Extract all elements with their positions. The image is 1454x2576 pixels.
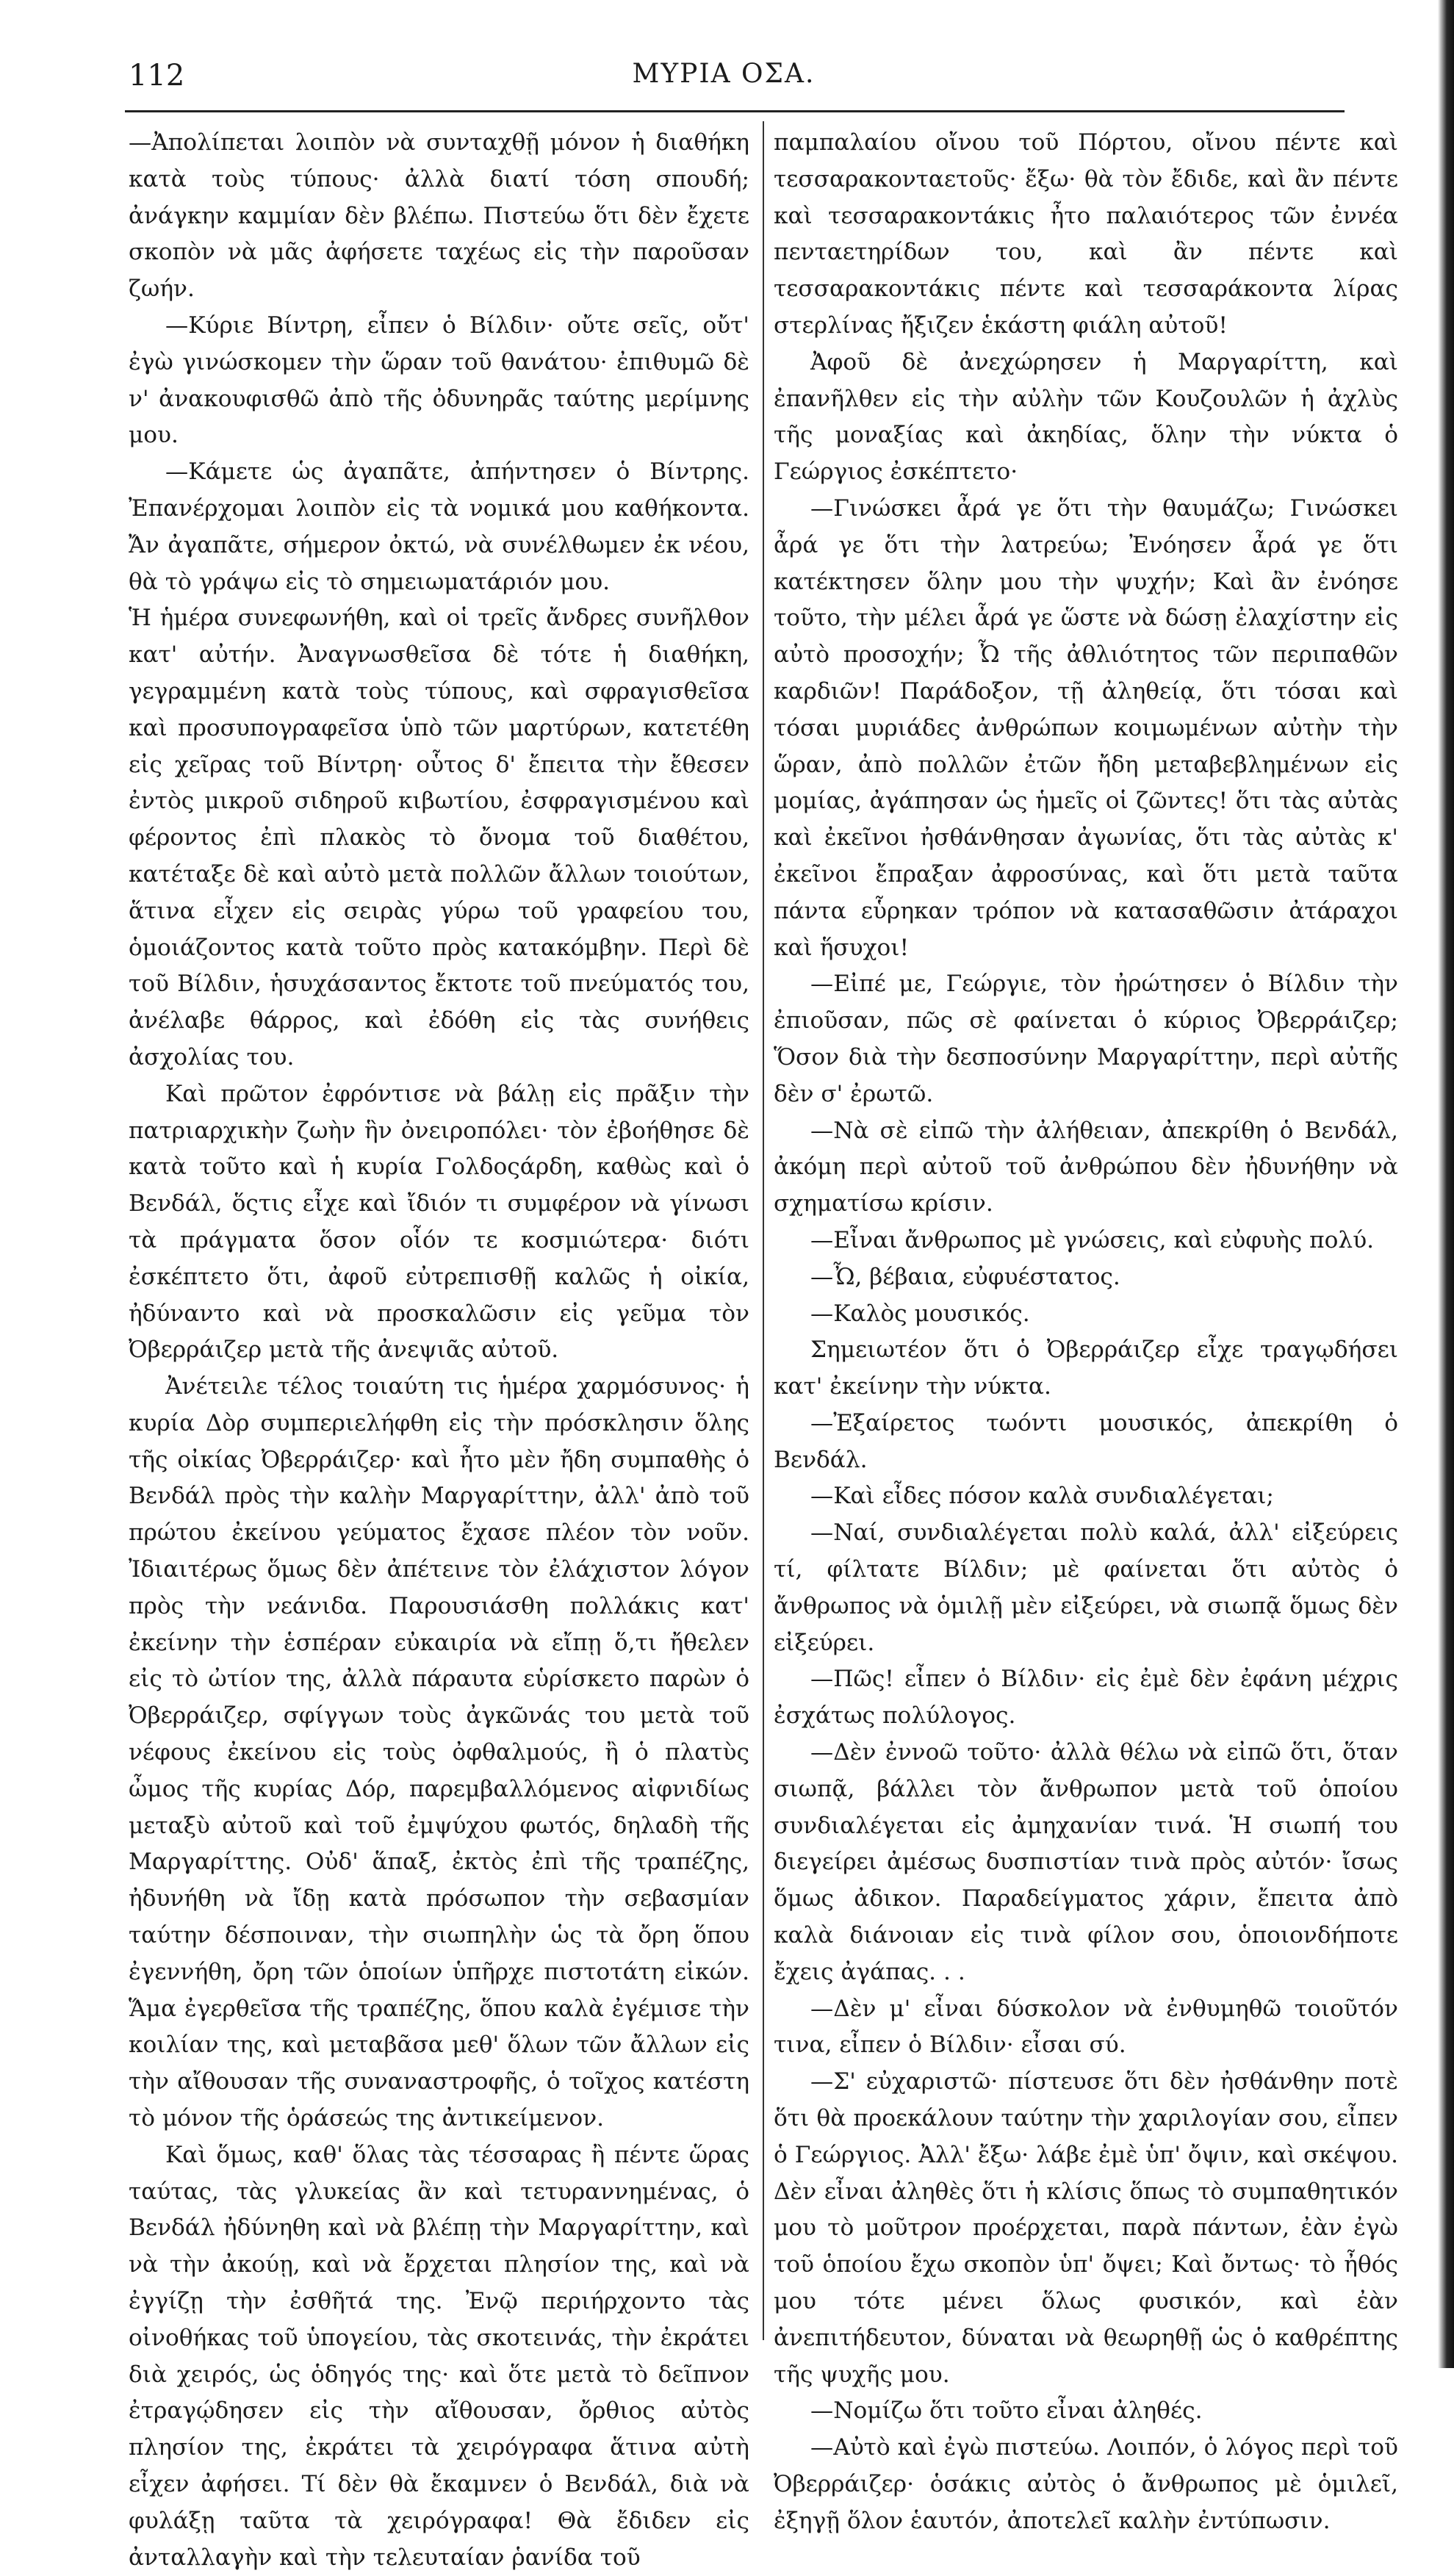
right-column	[774, 125, 1398, 2534]
running-title: ΜΥΡΙΑ ΟΣΑ.	[632, 59, 816, 89]
paragraph: —Ὦ, βέβαια, εὐφυέστατος.	[810, 1263, 1120, 1290]
paragraph: —Εἶναι ἄνθρωπος μὲ γνώσεις, καὶ εὐφυὴς πολύ.	[810, 1226, 1375, 1253]
paragraph: Ἀνέτειλε τέλος τοιαύτη τις ἡμέρα χαρμόσυνος· ἡ κυρία Δὸρ συμπεριελήφθη εἰς τὴν πρόσκλησιν ὅλης τῆς οἰκίας Ὀβερράιζερ· καὶ ἦτο μὲν ἤδη συμπαθὴς ὁ Βενδάλ πρὸς τὴν καλὴν Μαργαρίττην, ἀλλ' ἀπὸ τοῦ πρώτου ἐκείνου γεύματος ἔχασε πλέον τὸν νοῦν. Ἰδιαιτέρως ὅμως δὲν ἀπέτεινε τὸν ἐλάχιστον λόγον πρὸς τὴν νεάνιδα. Παρουσιάσθη πολλάκις κατ' ἐκείνην τὴν ἑσπέραν εὐκαιρία νὰ εἴπῃ ὅ,τι ἤθελεν εἰς τὸ ὠτίον της, ἀλλὰ πάραυτα εὑρίσκετο παρὼν ὁ Ὀβερράιζερ, σφίγγων τοὺς ἀγκῶνάς του μετὰ τοῦ νέφους ἐκείνου εἰς τοὺς ὀφθαλμούς, ἢ ὁ πλατὺς ὦμος τῆς κυρίας Δόρ, παρεμβαλλόμενος αἰφνιδίως μεταξὺ αὐτοῦ καὶ τοῦ ἐμψύχου φωτός, δηλαδὴ τῆς Μαργαρίττης. Οὐδ' ἅπαξ, ἐκτὸς ἐπὶ τῆς τραπέζης, ἠδυνήθη νὰ ἴδῃ κατὰ πρόσωπον τὴν σεβασμίαν ταύτην δέσποιναν, τὴν σιωπηλὴν ὡς τὰ ὄρη ὅπου ἐγεννήθη, ὄρη τῶν ὁποίων ὑπῆρχε πιστοτάτη εἰκών. Ἅμα ἐγερθεῖσα τῆς τραπέζης, ὅπου καλὰ ἐγέμισε τὴν κοιλίαν της, καὶ μεταβᾶσα μεθ' ὅλων τῶν ἄλλων εἰς τὴν αἴθουσαν τῆς συναναστροφῆς, ὁ τοῖχος κατέστη τὸ μόνον τῆς ὁράσεώς της ἀντικείμενον.	[129, 1373, 749, 2132]
paragraph: —Ναί, συνδιαλέγεται πολὺ καλά, ἀλλ' εἰξεύρεις τί, φίλτατε Βίλδιν; μὲ φαίνεται ὅτι αὐτὸς ὁ ἄνθρωπος νὰ ὁμιλῇ μὲν εἰξεύρει, νὰ σιωπᾷ ὅμως δὲν εἰξεύρει.	[774, 1519, 1398, 1656]
paragraph: —Γινώσκει ἆρά γε ὅτι τὴν θαυμάζω; Γινώσκει ἆρά γε ὅτι τὴν λατρεύω; Ἐνόησεν ἆρά γε ὅτι κατέκτησεν ὅλην μου τὴν ψυχήν; Καὶ ἂν ἐνόησε τοῦτο, τὴν μέλει ἆρά γε ὥστε νὰ δώσῃ ἐλαχίστην εἰς αὐτὸ προσοχήν; Ὦ τῆς ἀθλιότητος τῶν περιπαθῶν καρδιῶν! Παράδοξον, τῇ ἀληθείᾳ, ὅτι τόσαι καὶ τόσαι μυριάδες ἀνθρώπων κοιμωμένων αὐτὴν τὴν ὥραν, ἀπὸ πολλῶν ἐτῶν ἤδη μεταβεβλημένων εἰς μομίας, ἀγάπησαν ὡς ἡμεῖς οἱ ζῶντες! ὅτι τὰς αὐτὰς καὶ ἐκεῖνοι ἠσθάνθησαν ἀγωνίας, ὅτι τὰς αὐτὰς κ' ἐκεῖνοι ἔπραξαν ἀφροσύνας, καὶ ὅτι μετὰ ταῦτα πάντα εὗρηκαν τρόπον νὰ κατασαθῶσιν ἀτάραχοι καὶ ἥσυχοι!	[774, 494, 1398, 961]
column-divider	[763, 121, 764, 2340]
paragraph: —Καὶ εἶδες πόσον καλὰ συνδιαλέγεται;	[810, 1483, 1274, 1510]
page-edge-shadow	[1438, 0, 1454, 2368]
paragraph: —Νομίζω ὅτι τοῦτο εἶναι ἀληθές.	[810, 2397, 1203, 2425]
left-column	[129, 125, 749, 2571]
paragraph: —Δὲν μ' εἶναι δύσκολον νὰ ἐνθυμηθῶ τοιοῦτόν τινα, εἶπεν ὁ Βίλδιν· εἶσαι σύ.	[774, 1995, 1398, 2059]
page-header	[129, 51, 1319, 103]
paragraph: —Ἀπολίπεται λοιπὸν νὰ συνταχθῇ μόνον ἡ διαθήκη κατὰ τοὺς τύπους· ἀλλὰ διατί τόση σπουδή; ἀνάγκην καμμίαν δὲν βλέπω. Πιστεύω ὅτι δὲν ἔχετε σκοπὸν νὰ μᾶς ἀφήσετε ταχέως εἰς τὴν παροῦσαν ζωήν.	[129, 129, 749, 303]
paragraph: Καὶ ὅμως, καθ' ὅλας τὰς τέσσαρας ἢ πέντε ὥρας ταύτας, τὰς γλυκείας ἂν καὶ τετυραννημένας, ὁ Βενδάλ ἠδύνηθη καὶ νὰ βλέπῃ τὴν Μαργαρίττην, καὶ νὰ τὴν ἀκούῃ, καὶ νὰ ἔρχεται πλησίον της, καὶ νὰ ἐγγίζῃ τὴν ἐσθῆτά της. Ἐνῷ περιήρχοντο τὰς οἰνοθήκας τοῦ ὑπογείου, τὰς σκοτεινάς, τὴν ἐκράτει διὰ χειρός, ὡς ὁδηγός της· καὶ ὅτε μετὰ τὸ δεῖπνον ἐτραγῴδησεν εἰς τὴν αἴθουσαν, ὄρθιος αὐτὸς πλησίον της, ἐκράτει τὰ χειρόγραφα ἅτινα αὐτὴ εἶχεν ἀφήσει. Τί δὲν θὰ ἔκαμνεν ὁ Βενδάλ, διὰ νὰ φυλάξῃ ταῦτα τὰ χειρόγραφα! Θὰ ἔδιδεν εἰς ἀνταλλαγὴν καὶ τὴν τελευταίαν ῥανίδα τοῦ	[129, 2141, 749, 2571]
paragraph: —Κάμετε ὡς ἀγαπᾶτε, ἀπήντησεν ὁ Βίντρης. Ἐπανέρχομαι λοιπὸν εἰς τὰ νομικά μου καθήκοντα. Ἄν ἀγαπᾶτε, σήμερον ὀκτώ, νὰ συνέλθωμεν ἐκ νέου, θὰ τὸ γράψω εἰς τὸ σημειωματάριόν μου.	[129, 458, 749, 595]
paragraph: —Σ' εὐχαριστῶ· πίστευσε ὅτι δὲν ἠσθάνθην ποτὲ ὅτι θὰ προεκάλουν ταύτην τὴν χαριλογίαν σου, εἶπεν ὁ Γεώργιος. Ἀλλ' ἔξω· λάβε ἐμὲ ὑπ' ὄψιν, καὶ σκέψου. Δὲν εἶναι ἀληθὲς ὅτι ἡ κλίσις ὅπως τὸ συμπαθητικόν μου τὸ μοῦτρον προέρχεται, παρὰ πάντων, ἐὰν ἐγὼ τοῦ ὁποίου ἔχω σκοπὸν ὑπ' ὄψει; Καὶ ὄντως· τὸ ἦθός μου τότε μένει ὅλως φυσικόν, καὶ ἐὰν ἀνεπιτήδευτον, δύναται νὰ θεωρηθῇ ὡς ὁ καθρέπτης τῆς ψυχῆς μου.	[774, 2068, 1398, 2388]
paragraph: —Αὐτὸ καὶ ἐγὼ πιστεύω. Λοιπόν, ὁ λόγος περὶ τοῦ Ὀβερράιζερ· ὁσάκις αὐτὸς ὁ ἄνθρωπος μὲ ὁμιλεῖ, ἐξηγῇ ὅλον ἑαυτόν, ἀποτελεῖ καλὴν ἐντύπωσιν.	[774, 2434, 1398, 2534]
page-number: 112	[129, 59, 185, 93]
paragraph: —Εἰπέ με, Γεώργιε, τὸν ἠρώτησεν ὁ Βίλδιν τὴν ἐπιοῦσαν, πῶς σὲ φαίνεται ὁ κύριος Ὀβερράιζερ; Ὅσον διὰ τὴν δεσποσύνην Μαργαρίττην, περὶ αὐτῆς δὲν σ' ἐρωτῶ.	[774, 971, 1398, 1107]
paragraph: παμπαλαίου οἴνου τοῦ Πόρτου, οἴνου πέντε καὶ τεσσαρακονταετοῦς· ἔξω· θὰ τὸν ἔδιδε, καὶ ἂν πέντε καὶ τεσσαρακοντάκις ἦτο παλαιότερος τῶν ἐννέα πενταετηρίδων του, καὶ ἂν πέντε καὶ τεσσαρακοντάκις πέντε καὶ τεσσαράκοντα λίρας στερλίνας ἤξιζεν ἑκάστη φιάλη αὐτοῦ!	[774, 129, 1398, 339]
paragraph: —Καλὸς μουσικός.	[810, 1300, 1030, 1327]
header-rule	[125, 110, 1345, 112]
paragraph: —Νὰ σὲ εἰπῶ τὴν ἀλήθειαν, ἀπεκρίθη ὁ Βενδάλ, ἀκόμη περὶ αὐτοῦ τοῦ ἀνθρώπου δὲν ἠδυνήθην νὰ σχηματίσω κρίσιν.	[774, 1117, 1398, 1217]
paragraph: —Κύριε Βίντρη, εἶπεν ὁ Βίλδιν· οὔτε σεῖς, οὔτ' ἐγὼ γινώσκομεν τὴν ὥραν τοῦ θανάτου· ἐπιθυμῶ δὲ ν' ἀνακουφισθῶ ἀπὸ τῆς ὀδυνηρᾶς ταύτης μερίμνης μου.	[129, 312, 749, 449]
paragraph: —Δὲν ἐννοῶ τοῦτο· ἀλλὰ θέλω νὰ εἰπῶ ὅτι, ὅταν σιωπᾷ, βάλλει τὸν ἄνθρωπον μετὰ τοῦ ὁποίου συνδιαλέγεται εἰς ἀμηχανίαν τινά. Ἡ σιωπή του διεγείρει ἀμέσως δυσπιστίαν τινὰ πρὸς αὐτόν· ἴσως ὅμως ἀδικον. Παραδείγματος χάριν, ἔπειτα ἀπὸ καλὰ διάνοιαν εἰς τινὰ φίλον σου, ὁποιονδήποτε ἔχεις ἀγάπας. . .	[774, 1739, 1398, 1985]
paragraph: Σημειωτέον ὅτι ὁ Ὀβερράιζερ εἶχε τραγῳδήσει κατ' ἐκείνην τὴν νύκτα.	[774, 1336, 1398, 1400]
paragraph: Ἀφοῦ δὲ ἀνεχώρησεν ἡ Μαργαρίττη, καὶ ἐπανῆλθεν εἰς τὴν αὐλὴν τῶν Κουζουλῶν ἡ ἀχλὺς τῆς μοναξίας καὶ ἀκηδίας, ὅλην τὴν νύκτα ὁ Γεώργιος ἐσκέπτετο·	[774, 348, 1398, 486]
paragraph: Καὶ πρῶτον ἐφρόντισε νὰ βάλῃ εἰς πρᾶξιν τὴν πατριαρχικὴν ζωὴν ἣν ὀνειροπόλει· τὸν ἐβοήθησε δὲ κατὰ τοῦτο καὶ ἡ κυρία Γολδοςάρδη, καθὼς καὶ ὁ Βενδάλ, ὅςτις εἶχε καὶ ἴδιόν τι συμφέρον νὰ γίνωσι τὰ πράγματα ὅσον οἷόν τε κοσμιώτερα· διότι ἐσκέπτετο ὅτι, ἀφοῦ εὐτρεπισθῇ καλῶς ἡ οἰκία, ἠδύναντο καὶ νὰ προσκαλῶσιν εἰς γεῦμα τὸν Ὀβερράιζερ μετὰ τῆς ἀνεψιᾶς αὐτοῦ.	[129, 1080, 749, 1364]
paragraph: —Πῶς! εἶπεν ὁ Βίλδιν· εἰς ἐμὲ δὲν ἐφάνη μέχρις ἐσχάτως πολύλογος.	[774, 1666, 1398, 1730]
paragraph: —Ἐξαίρετος τωόντι μουσικός, ἀπεκρίθη ὁ Βενδάλ.	[774, 1409, 1398, 1473]
paragraph: Ἡ ἡμέρα συνεφωνήθη, καὶ οἱ τρεῖς ἄνδρες συνῆλθον κατ' αὐτήν. Ἀναγνωσθεῖσα δὲ τότε ἡ διαθήκη, γεγραμμένη κατὰ τοὺς τύπους, καὶ σφραγισθεῖσα καὶ προσυπογραφεῖσα ὑπὸ τῶν μαρτύρων, κατετέθη εἰς χεῖρας τοῦ Βίντρη· οὗτος δ' ἔπειτα τὴν ἔθεσεν ἐντὸς μικροῦ σιδηροῦ κιβωτίου, ἐσφραγισμένου καὶ φέροντος ἐπὶ πλακὸς τὸ ὄνομα τοῦ διαθέτου, κατέταξε δὲ καὶ αὐτὸ μετὰ πολλῶν ἄλλων τοιούτων, ἅτινα εἶχεν εἰς σειρὰς γύρω τοῦ γραφείου του, ὁμοιάζοντος κατὰ τοῦτο πρὸς κατακόμβην. Περὶ δὲ τοῦ Βίλδιν, ἡσυχάσαντος ἔκτοτε τοῦ πνεύματός του, ἀνέλαβε θάρρος, καὶ ἐδόθη εἰς τὰς συνήθεις ἀσχολίας του.	[129, 605, 749, 1071]
